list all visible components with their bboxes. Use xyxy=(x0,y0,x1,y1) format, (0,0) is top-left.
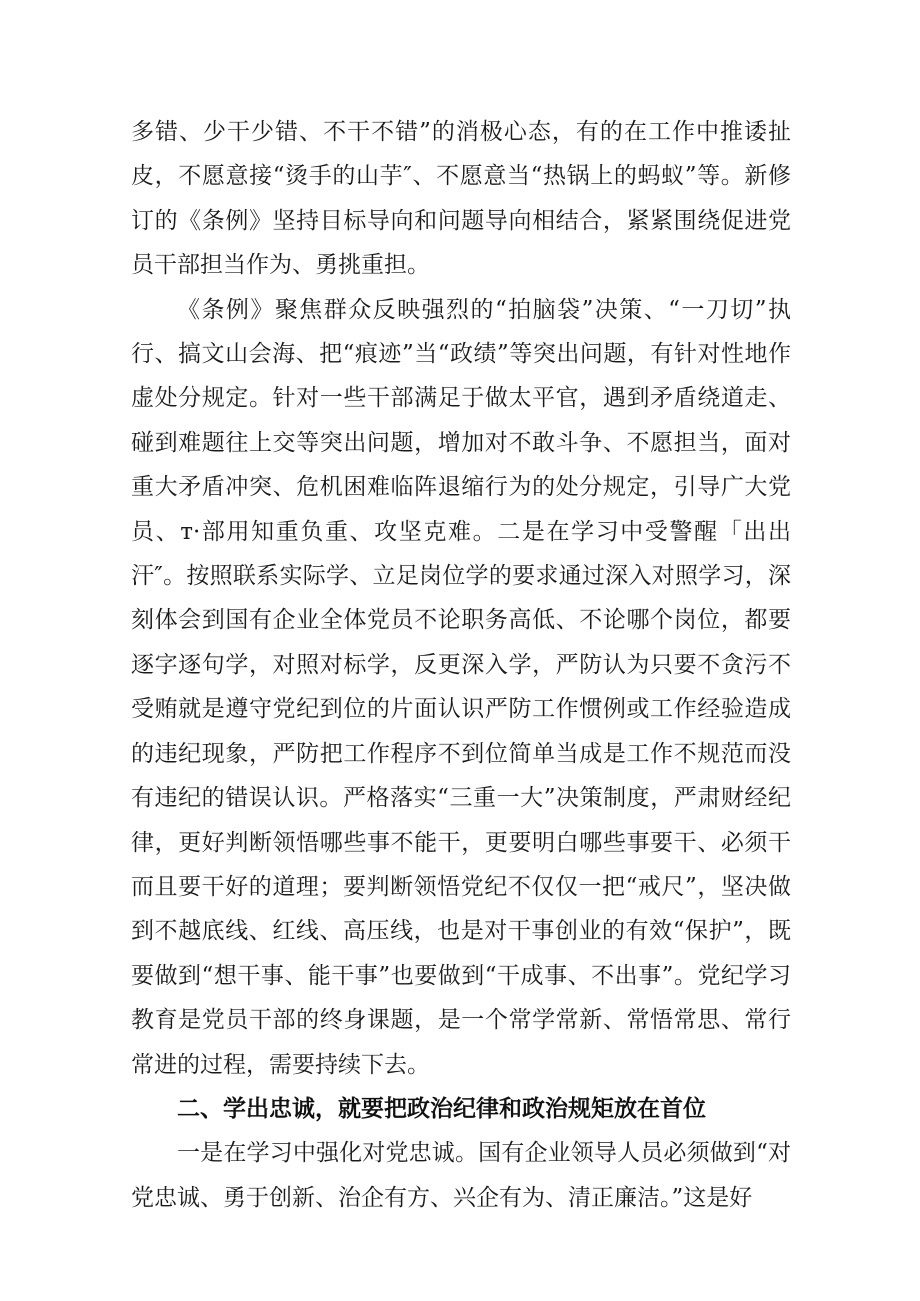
paragraph-loyalty-intro: 一是在学习中强化对党忠诚。国有企业领导人员必须做到“对党忠诚、勇于创新、治企有方、兴企有为、清正廉洁。”这是好 xyxy=(131,1140,791,1211)
document-body xyxy=(131,110,791,1220)
section-heading-loyalty: 二、学出忠诚，就要把政治纪律和政治规矩放在首位 xyxy=(177,1095,706,1122)
paragraph-regulation-focus: 《条例》聚焦群众反映强烈的“拍脑袋”决策、“一刀切”执行、搞文山会海、把“痕迹”当“政绩”等突出问题，有针对性地作虚处分规定。针对一些干部满足于做太平官，遇到矛盾绕道走、碰到难题往上交等突出问题，增加对不敢斗争、不愿担当，面对重大矛盾冲突、危机困难临阵退缩行为的处分规定，引导广大党员、т·部用知重负重、攻坚克难。二是在学习中受警醒「出出汗″。按照联系实际学、立足岗位学的要求通过深入对照学习，深刻体会到国有企业全体党员不论职务高低、不论哪个岗位，都要逐字逐句学，对照对标学，反更深入学，严防认为只要不贪污不受贿就是遵守党纪到位的片面认识严防工作惯例或工作经验造成的违纪现象，严防把工作程序不到位简单当成是工作不规范而没有违纪的错误认识。严格落实“三重一大”决策制度，严肃财经纪律，更好判断领悟哪些事不能干，更要明白哪些事要干、必须干而且要干好的道理；要判断领悟党纪不仅仅一把“戒尺”，坚决做到不越底线、红线、高压线，也是对干事创业的有效“保护”，既要做到“想干事、能干事”也要做到“干成事、不出事”。党纪学习教育是党员干部的终身课题，是一个常学常新、常悟常思、常行常进的过程，需要持续下去。 xyxy=(131,296,791,1078)
paragraph-continuation: 多错、少干少错、不干不错”的消极心态，有的在工作中推诿扯皮，不愿意接“烫手的山芋″、不愿意当“热锅上的蚂蚁”等。新修订的《条例》坚持目标导向和问题导向相结合，紧紧围绕促进党员干部担当作为、勇挑重担。 xyxy=(131,119,791,279)
